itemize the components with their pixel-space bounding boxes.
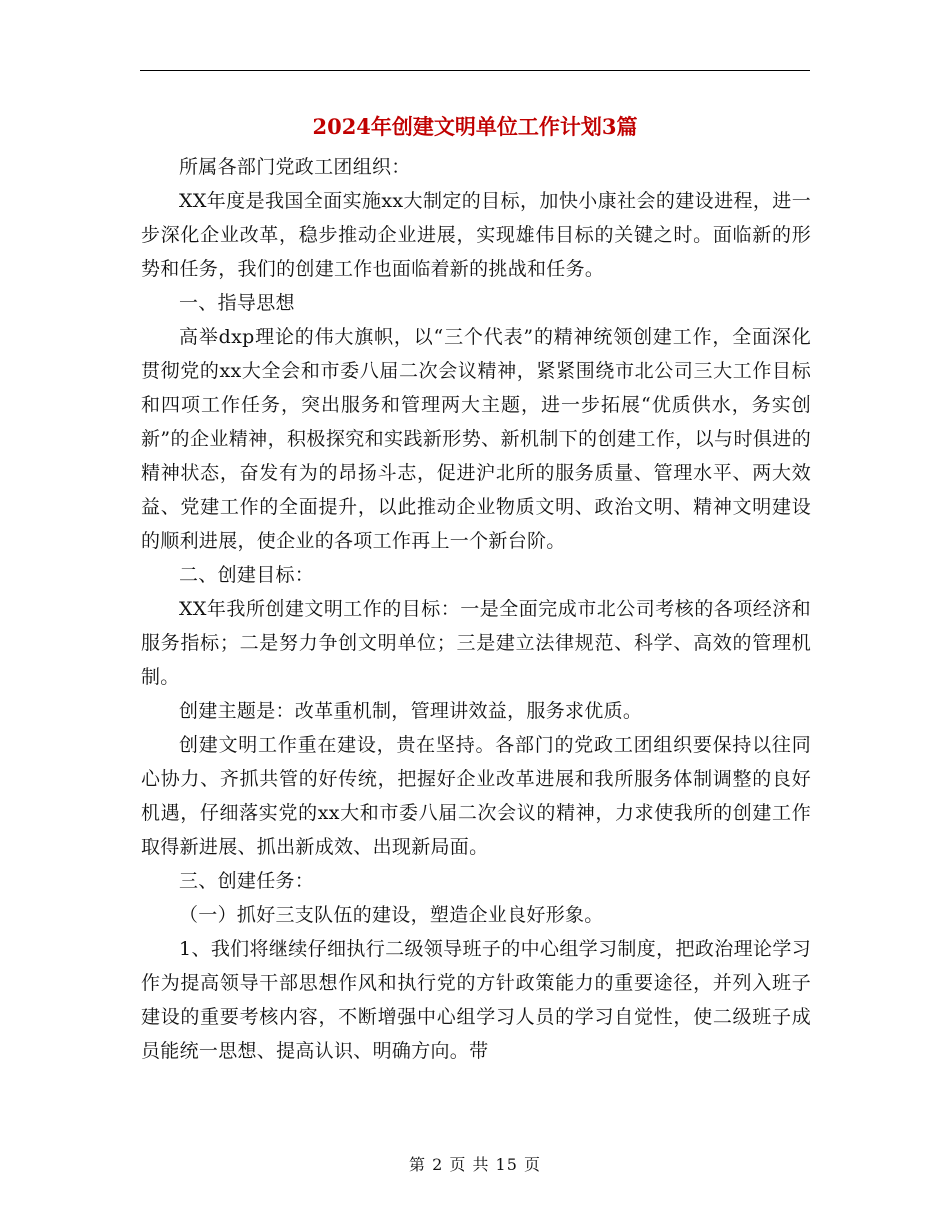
- footer-mid: 页 共: [449, 1155, 490, 1174]
- paragraph-persistence: 创建文明工作重在建设，贵在坚持。各部门的党政工团组织要保持以往同心协力、齐抓共管的好传统，把握好企业改革进展和我所服务体制调整的良好机遇，仔细落实党的xx大和市委八届二次会议的精神，力求使我所的创建工作取得新进展、抓出新成效、出现新局面。: [141, 734, 811, 858]
- heading-tasks: 三、创建任务：: [179, 870, 315, 892]
- footer-total-pages: 15: [495, 1155, 518, 1174]
- subheading-team-building: （一）抓好三支队伍的建设，塑造企业良好形象。: [179, 904, 604, 926]
- salutation: 所属各部门党政工团组织：: [179, 156, 411, 178]
- document-title: 2024年创建文明单位工作计划3篇: [312, 114, 638, 139]
- document-body: [141, 150, 811, 1068]
- heading-guiding-thought: 一、指导思想: [179, 292, 295, 314]
- paragraph-theme: 创建主题是：改革重机制，管理讲效益，服务求优质。: [179, 700, 643, 722]
- footer-prefix: 第: [408, 1155, 426, 1174]
- paragraph-intro: XX年度是我国全面实施xx大制定的目标，加快小康社会的建设进程，进一步深化企业改革，稳步推动企业进展，实现雄伟目标的关键之时。面临新的形势和任务，我们的创建工作也面临着新的挑战和任务。: [141, 190, 811, 280]
- heading-goals: 二、创建目标：: [179, 564, 315, 586]
- footer-current-page: 2: [432, 1155, 444, 1174]
- footer-suffix: 页: [524, 1155, 542, 1174]
- page-footer: [0, 1153, 950, 1177]
- paragraph-goals: XX年我所创建文明工作的目标：一是全面完成市北公司考核的各项经济和服务指标；二是努力争创文明单位；三是建立法律规范、科学、高效的管理机制。: [141, 598, 811, 688]
- paragraph-guiding-thought: 高举dxp理论的伟大旗帜，以“三个代表”的精神统领创建工作，全面深化贯彻党的xx大全会和市委八届二次会议精神，紧紧围绕市北公司三大工作目标和四项工作任务，突出服务和管理两大主题，进一步拓展“优质供水，务实创新”的企业精神，积极探究和实践新形势、新机制下的创建工作，以与时俱进的精神状态，奋发有为的昂扬斗志，促进沪北所的服务质量、管理水平、两大效益、党建工作的全面提升，以此推动企业物质文明、政治文明、精神文明建设的顺利进展，使企业的各项工作再上一个新台阶。: [141, 326, 811, 552]
- paragraph-task-1: 1、我们将继续仔细执行二级领导班子的中心组学习制度，把政治理论学习作为提高领导干部思想作风和执行党的方针政策能力的重要途径，并列入班子建设的重要考核内容，不断增强中心组学习人员的学习自觉性，使二级班子成员能统一思想、提高认识、明确方向。带: [141, 938, 811, 1062]
- header-rule: [140, 70, 810, 71]
